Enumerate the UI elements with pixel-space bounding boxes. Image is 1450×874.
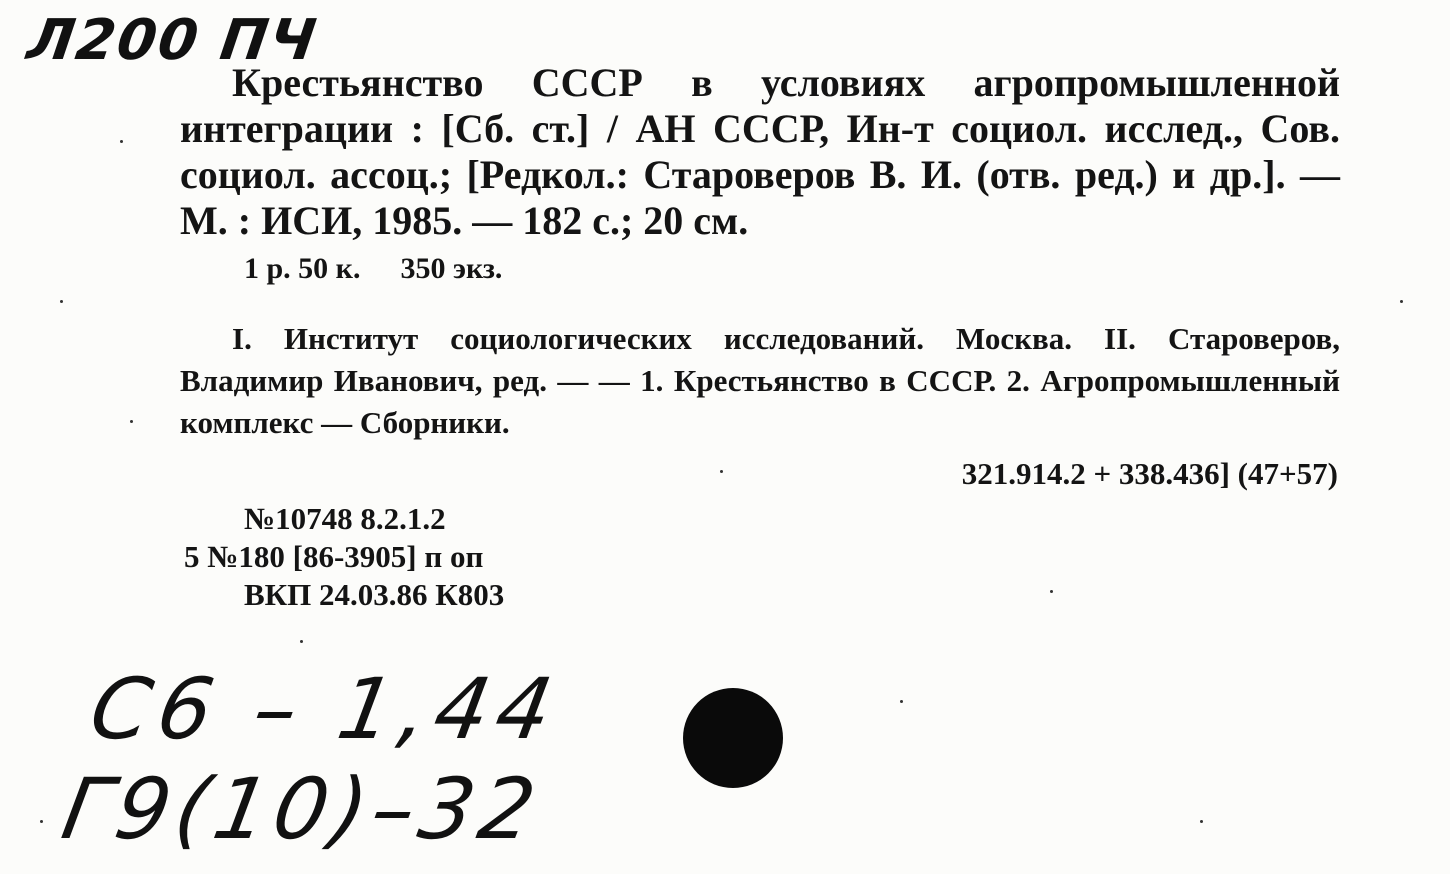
price: 1 р. 50 к. <box>244 252 361 285</box>
tracings-text: I. Институт социологических исследований. Москва. II. Староверов, Владимир Иванович, ред. — — 1. Крестьянство в СССР. 2. Агропромышленный комплекс — Сборники. <box>180 321 1340 440</box>
price-line <box>244 252 502 286</box>
handwritten-top-code: Л200 ПЧ <box>23 8 322 73</box>
speck <box>1400 300 1403 303</box>
handwritten-shelf-mark-2: Г9(10)–32 <box>55 760 549 858</box>
registry-codes <box>184 500 504 614</box>
copies: 350 экз. <box>400 252 503 285</box>
punch-hole <box>683 688 783 788</box>
speck <box>900 700 903 703</box>
speck <box>1050 590 1053 593</box>
code-line-1: №10748 8.2.1.2 <box>244 501 446 536</box>
classification-index: 321.914.2 + 338.436] (47+57) <box>961 456 1338 491</box>
entry-text: Крестьянство СССР в условиях агропромышленной интеграции : [Сб. ст.] / АН СССР, Ин-т социол. исслед., Сов. социол. ассоц.; [Редкол.: Староверов В. И. (отв. ред.) и др.]. — М. : ИСИ, 1985. — 182 с.; 20 см. <box>180 60 1340 243</box>
speck <box>120 140 123 143</box>
speck <box>1200 820 1203 823</box>
speck <box>300 640 303 643</box>
code-line-3: ВКП 24.03.86 К803 <box>244 577 505 612</box>
speck <box>40 820 43 823</box>
speck <box>130 420 133 423</box>
speck <box>720 470 723 473</box>
code-line-2: 5 №180 [86-3905] п оп <box>184 539 484 574</box>
speck <box>60 300 63 303</box>
tracings <box>180 318 1340 444</box>
handwritten-shelf-mark-1: С6 – 1,44 <box>83 660 568 758</box>
bibliographic-entry <box>180 60 1340 244</box>
